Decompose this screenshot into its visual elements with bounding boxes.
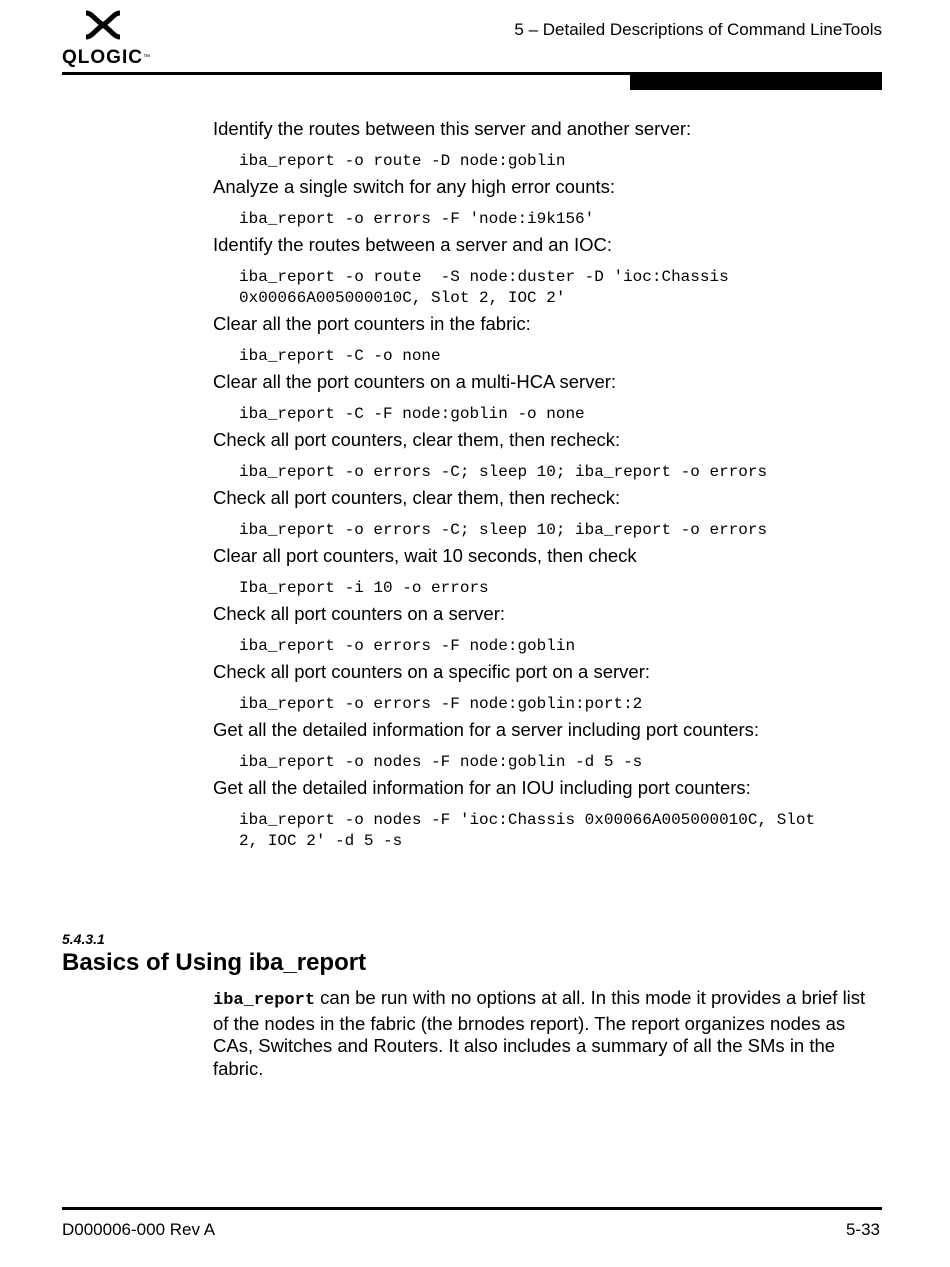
example-description: Analyze a single switch for any high error counts:: [213, 176, 616, 197]
example-description: Get all the detailed information for an IOU including port counters:: [213, 777, 751, 798]
document-id: D000006-000 Rev A: [62, 1220, 216, 1239]
footer-rule: [62, 1207, 882, 1210]
example-command: iba_report -C -F node:goblin -o none: [239, 405, 585, 423]
example-command: iba_report -o nodes -F node:goblin -d 5 -s: [239, 753, 643, 771]
example-item: [213, 313, 883, 367]
qlogic-logo: [62, 10, 152, 68]
example-description: Check all port counters, clear them, then recheck:: [213, 487, 621, 508]
qlogic-logo-icon: [82, 10, 124, 40]
examples-list: [213, 114, 883, 856]
example-command: iba_report -o route -S node:duster -D 'ioc:Chassis 0x00066A005000010C, Slot 2, IOC 2': [239, 268, 729, 307]
example-command: iba_report -o nodes -F 'ioc:Chassis 0x00066A005000010C, Slot 2, IOC 2' -d 5 -s: [239, 811, 816, 850]
example-item: [213, 429, 883, 483]
running-header: 5 – Detailed Descriptions of Command LineTools: [514, 20, 882, 39]
example-item: [213, 603, 883, 657]
example-item: [213, 719, 883, 773]
example-description: Identify the routes between a server and an IOC:: [213, 234, 613, 255]
example-item: [213, 234, 883, 309]
example-item: [213, 371, 883, 425]
inline-code: iba_report: [213, 991, 316, 1010]
example-command: iba_report -o errors -F node:goblin:port:2: [239, 695, 643, 713]
example-command: iba_report -o errors -C; sleep 10; iba_report -o errors: [239, 521, 768, 539]
example-description: Clear all the port counters in the fabric:: [213, 313, 531, 334]
example-description: Check all port counters on a server:: [213, 603, 506, 624]
example-description: Get all the detailed information for a server including port counters:: [213, 719, 760, 740]
example-command: iba_report -o route -D node:goblin: [239, 152, 566, 170]
example-description: Check all port counters on a specific port on a server:: [213, 661, 651, 682]
section-title: Basics of Using iba_report: [62, 949, 367, 976]
example-item: [213, 661, 883, 715]
example-item: [213, 118, 883, 172]
example-command: iba_report -o errors -F node:goblin: [239, 637, 576, 655]
example-command: iba_report -o errors -F 'node:i9k156': [239, 210, 595, 228]
example-item: [213, 487, 883, 541]
section-paragraph: [213, 987, 883, 1080]
page-number: 5-33: [845, 1220, 880, 1239]
example-command: Iba_report -i 10 -o errors: [239, 579, 489, 597]
example-description: Identify the routes between this server and another server:: [213, 118, 692, 139]
example-command: iba_report -C -o none: [239, 347, 441, 365]
example-description: Clear all port counters, wait 10 seconds, then check: [213, 545, 637, 566]
header-bar: [630, 75, 882, 90]
paragraph-text: can be run with no options at all. In this mode it provides a brief list of the nodes in the fabric (the brnodes report). The report organizes nodes as CAs, Switches and Routers. It also includes a summary of all the SMs in the fabric.: [213, 987, 866, 1079]
example-description: Clear all the port counters on a multi-HCA server:: [213, 371, 617, 392]
logo-wordmark: QLOGIC™: [62, 47, 151, 68]
example-description: Check all port counters, clear them, then recheck:: [213, 429, 621, 450]
example-item: [213, 176, 883, 230]
section-number: 5.4.3.1: [62, 931, 105, 947]
example-item: [213, 777, 883, 852]
example-command: iba_report -o errors -C; sleep 10; iba_report -o errors: [239, 463, 768, 481]
example-item: [213, 545, 883, 599]
